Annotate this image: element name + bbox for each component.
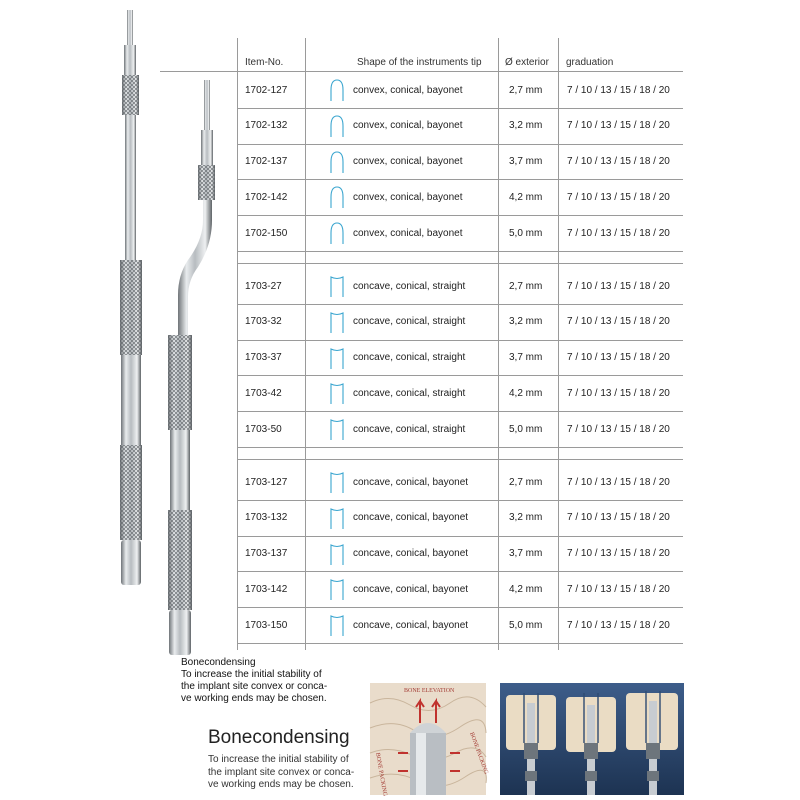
graduation-marks: 7 / 10 / 13 / 15 / 18 / 20 — [567, 387, 670, 399]
graduation-marks: 7 / 10 / 13 / 15 / 18 / 20 — [567, 191, 670, 203]
concave-tip-icon — [325, 464, 349, 500]
concave-tip-icon — [325, 340, 349, 376]
item-number: 1703-37 — [245, 352, 282, 364]
table-row — [237, 215, 683, 251]
caption-large-line: ve working ends may be chosen. — [208, 779, 354, 790]
tip-shape: concave, conical, bayonet — [353, 548, 469, 560]
convex-tip-icon — [325, 144, 349, 180]
convex-tip-icon — [329, 114, 345, 138]
convex-tip-icon — [325, 215, 349, 251]
exterior-diameter: 4,2 mm — [509, 583, 543, 595]
graduation-marks: 7 / 10 / 13 / 15 / 18 / 20 — [567, 476, 670, 488]
caption-small-line: the implant site convex or conca- — [181, 681, 328, 692]
table-row — [237, 571, 683, 607]
bone-condenser-instruments-image — [100, 5, 210, 660]
tip-shape: concave, conical, straight — [353, 316, 466, 328]
graduation-marks: 7 / 10 / 13 / 15 / 18 / 20 — [567, 423, 670, 435]
tip-shape: convex, conical, bayonet — [353, 191, 463, 203]
item-number: 1703-142 — [245, 583, 288, 595]
concave-tip-icon — [325, 304, 349, 340]
concave-tip-icon — [329, 381, 345, 405]
caption-small — [181, 657, 327, 705]
header-diameter: Ø exterior — [505, 57, 549, 68]
table-row — [237, 375, 683, 411]
exterior-diameter: 5,0 mm — [509, 227, 543, 239]
row-rule — [237, 251, 683, 252]
graduation-marks: 7 / 10 / 13 / 15 / 18 / 20 — [567, 512, 670, 524]
concave-tip-icon — [325, 268, 349, 304]
caption-small-line: ve working ends may be chosen. — [181, 693, 327, 704]
concave-tip-icon — [329, 542, 345, 566]
concave-tip-icon — [329, 613, 345, 637]
graduation-marks: 7 / 10 / 13 / 15 / 18 / 20 — [567, 583, 670, 595]
concave-tip-icon — [329, 346, 345, 370]
item-number: 1703-27 — [245, 280, 282, 292]
tip-shape: concave, conical, bayonet — [353, 476, 469, 488]
header-graduation: graduation — [566, 57, 614, 68]
item-number: 1703-32 — [245, 316, 282, 328]
concave-tip-icon — [325, 536, 349, 572]
tip-shape: convex, conical, bayonet — [353, 120, 463, 132]
tip-shape: convex, conical, bayonet — [353, 227, 463, 239]
caption-small-title: Bonecondensing — [181, 657, 256, 668]
exterior-diameter: 2,7 mm — [509, 280, 543, 292]
graduation-marks: 7 / 10 / 13 / 15 / 18 / 20 — [567, 352, 670, 364]
table-row — [237, 268, 683, 304]
exterior-diameter: 5,0 mm — [509, 619, 543, 631]
concave-tip-icon — [329, 506, 345, 530]
item-number: 1703-42 — [245, 387, 282, 399]
table-row — [237, 500, 683, 536]
group-rule — [237, 459, 683, 460]
table-row — [237, 464, 683, 500]
exterior-diameter: 4,2 mm — [509, 191, 543, 203]
exterior-diameter: 2,7 mm — [509, 476, 543, 488]
item-number: 1703-50 — [245, 423, 282, 435]
tip-shape: concave, conical, straight — [353, 423, 466, 435]
graduation-marks: 7 / 10 / 13 / 15 / 18 / 20 — [567, 84, 670, 96]
tip-shape: concave, conical, straight — [353, 280, 466, 292]
bone-packing-label-right: BONE PACKING — [468, 731, 489, 775]
convex-tip-icon — [329, 78, 345, 102]
concave-tip-icon — [329, 310, 345, 334]
instrument-sequence-illustration — [500, 683, 684, 795]
item-number: 1703-127 — [245, 476, 288, 488]
convex-tip-icon — [325, 72, 349, 108]
caption-large — [208, 754, 354, 792]
bone-elevation-label: BONE ELEVATION — [404, 688, 455, 694]
group-rule — [237, 263, 683, 264]
convex-tip-icon — [329, 150, 345, 174]
exterior-diameter: 3,2 mm — [509, 512, 543, 524]
tip-shape: concave, conical, straight — [353, 387, 466, 399]
concave-tip-icon — [325, 500, 349, 536]
row-rule — [237, 447, 683, 448]
exterior-diameter: 3,7 mm — [509, 156, 543, 168]
concave-tip-icon — [329, 470, 345, 494]
table-row — [237, 607, 683, 643]
straight-instrument-image — [120, 10, 142, 585]
convex-tip-icon — [325, 108, 349, 144]
table-row — [237, 536, 683, 572]
exterior-diameter: 3,7 mm — [509, 548, 543, 560]
item-number: 1703-137 — [245, 548, 288, 560]
exterior-diameter: 3,7 mm — [509, 352, 543, 364]
tip-shape: convex, conical, bayonet — [353, 84, 463, 96]
convex-tip-icon — [329, 221, 345, 245]
caption-small-line: To increase the initial stability of — [181, 669, 322, 680]
item-number: 1702-137 — [245, 156, 288, 168]
exterior-diameter: 3,2 mm — [509, 316, 543, 328]
tip-shape: concave, conical, bayonet — [353, 583, 469, 595]
item-number: 1702-132 — [245, 120, 288, 132]
item-number: 1702-150 — [245, 227, 288, 239]
item-number: 1703-150 — [245, 619, 288, 631]
exterior-diameter: 2,7 mm — [509, 84, 543, 96]
concave-tip-icon — [329, 577, 345, 601]
table-row — [237, 340, 683, 376]
table-row — [237, 179, 683, 215]
caption-large-line: To increase the initial stability of — [208, 754, 349, 765]
tip-shape: concave, conical, straight — [353, 352, 466, 364]
table-row — [237, 304, 683, 340]
concave-tip-icon — [329, 417, 345, 441]
table-row — [237, 144, 683, 180]
convex-tip-icon — [325, 179, 349, 215]
item-number: 1703-132 — [245, 512, 288, 524]
graduation-marks: 7 / 10 / 13 / 15 / 18 / 20 — [567, 316, 670, 328]
caption-large-title: Bonecondensing — [208, 727, 350, 748]
header-tip-shape: Shape of the instruments tip — [357, 57, 482, 68]
graduation-marks: 7 / 10 / 13 / 15 / 18 / 20 — [567, 156, 670, 168]
bone-packing-label-left: BONE PACKING — [374, 752, 388, 797]
concave-tip-icon — [325, 571, 349, 607]
table-row — [237, 411, 683, 447]
concave-tip-icon — [325, 607, 349, 643]
tip-shape: concave, conical, bayonet — [353, 619, 469, 631]
convex-tip-icon — [329, 185, 345, 209]
table-row — [237, 108, 683, 144]
item-number: 1702-142 — [245, 191, 288, 203]
exterior-diameter: 5,0 mm — [509, 423, 543, 435]
exterior-diameter: 4,2 mm — [509, 387, 543, 399]
graduation-marks: 7 / 10 / 13 / 15 / 18 / 20 — [567, 227, 670, 239]
exterior-diameter: 3,2 mm — [509, 120, 543, 132]
table-row — [237, 72, 683, 108]
row-rule — [237, 643, 683, 644]
graduation-marks: 7 / 10 / 13 / 15 / 18 / 20 — [567, 548, 670, 560]
concave-tip-icon — [325, 375, 349, 411]
graduation-marks: 7 / 10 / 13 / 15 / 18 / 20 — [567, 619, 670, 631]
graduation-marks: 7 / 10 / 13 / 15 / 18 / 20 — [567, 280, 670, 292]
bone-elevation-illustration — [370, 683, 489, 797]
concave-tip-icon — [329, 274, 345, 298]
tip-shape: convex, conical, bayonet — [353, 156, 463, 168]
tip-shape: concave, conical, bayonet — [353, 512, 469, 524]
header-item-no: Item-No. — [245, 57, 284, 68]
graduation-marks: 7 / 10 / 13 / 15 / 18 / 20 — [567, 120, 670, 132]
item-number: 1702-127 — [245, 84, 288, 96]
caption-large-line: the implant site convex or conca- — [208, 766, 355, 778]
concave-tip-icon — [325, 411, 349, 447]
bayonet-instrument-image — [168, 80, 215, 655]
